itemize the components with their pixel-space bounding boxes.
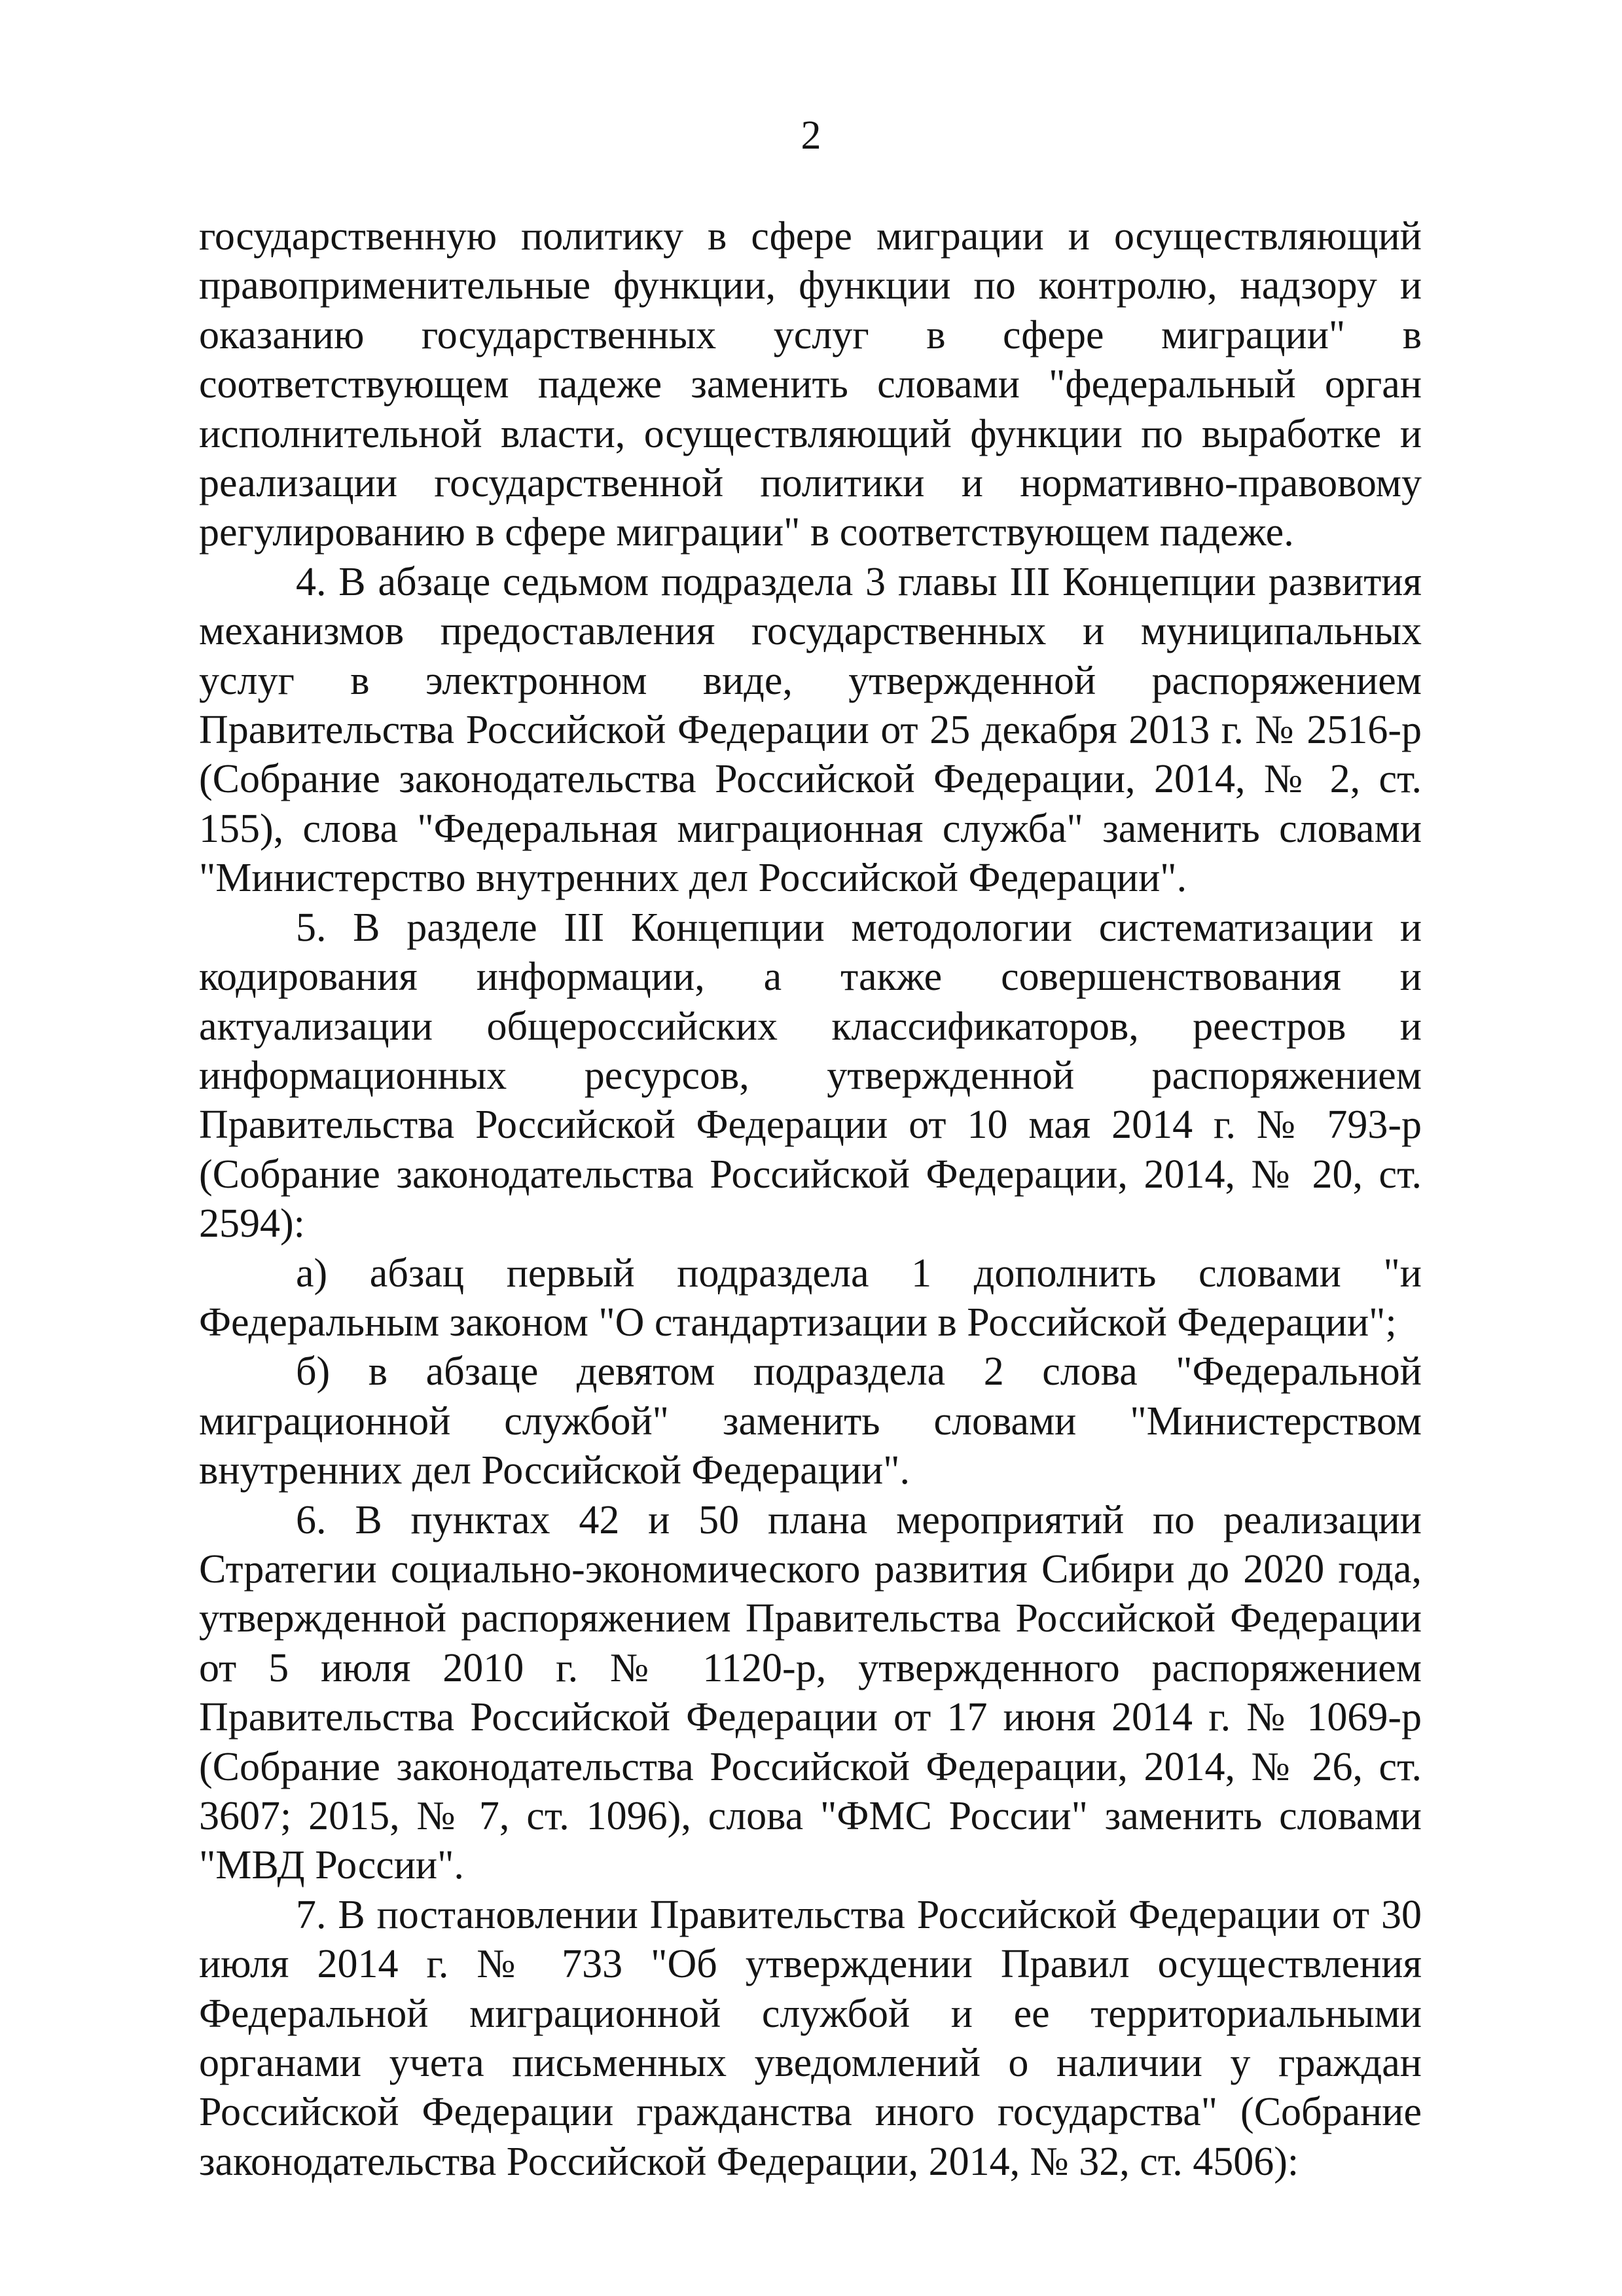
paragraph-continuation: государственную политику в сфере миграции и осуществляющий правоприменительные функции, функции по контролю, надзору и оказанию государственных услуг в сфере миграции" в соответствующем падеже заменить словами "федеральный орган исполнительной власти, осуществляющий функции по выработке и реализации государственной политики и нормативно-правовому регулированию в сфере миграции" в соответствующем падеже. bbox=[199, 214, 1422, 555]
paragraph-item-6: 6. В пунктах 42 и 50 плана мероприятий по реализации Стратегии социально-экономического развития Сибири до 2020 года, утвержденной распоряжением Правительства Российской Федерации от 5 июля 2010 г. № 1120-р, утвержденного распоряжением Правительства Российской Федерации от 17 июня 2014 г. № 1069-р (Собрание законодательства Российской Федерации, 2014, № 26, ст. 3607; 2015, № 7, ст. 1096), слова "ФМС России" заменить словами "МВД России". bbox=[199, 1497, 1422, 1888]
paragraph-item-4: 4. В абзаце седьмом подраздела 3 главы III Концепции развития механизмов предоставления государственных и муниципальных услуг в электронном виде, утвержденной распоряжением Правительства Российской Федерации от 25 декабря 2013 г. № 2516-р (Собрание законодательства Российской Федерации, 2014, № 2, ст. 155), слова "Федеральная миграционная служба" заменить словами "Министерство внутренних дел Российской Федерации". bbox=[199, 559, 1422, 901]
paragraph-item-5: 5. В разделе III Концепции методологии систематизации и кодирования информации, а также совершенствования и актуализации общероссийских классификаторов, реестров и информационных ресурсов, утвержденной распоряжением Правительства Российской Федерации от 10 мая 2014 г. № 793-р (Собрание законодательства Российской Федерации, 2014, № 20, ст. 2594): bbox=[199, 905, 1422, 1247]
paragraph-item-5b: б) в абзаце девятом подраздела 2 слова "Федеральной миграционной службой" заменить словами "Министерством внутренних дел Российской Федерации". bbox=[199, 1349, 1422, 1493]
paragraph-item-5a: а) абзац первый подраздела 1 дополнить словами "и Федеральным законом "О стандартизации в Российской Федерации"; bbox=[199, 1250, 1422, 1345]
paragraph-item-7: 7. В постановлении Правительства Российской Федерации от 30 июля 2014 г. № 733 "Об утверждении Правил осуществления Федеральной миграционной службой и ее территориальными органами учета письменных уведомлений о наличии у граждан Российской Федерации гражданства иного государства" (Собрание законодательства Российской Федерации, 2014, № 32, ст. 4506): bbox=[199, 1892, 1422, 2184]
document-body bbox=[199, 212, 1422, 2187]
page-number: 2 bbox=[801, 113, 821, 158]
